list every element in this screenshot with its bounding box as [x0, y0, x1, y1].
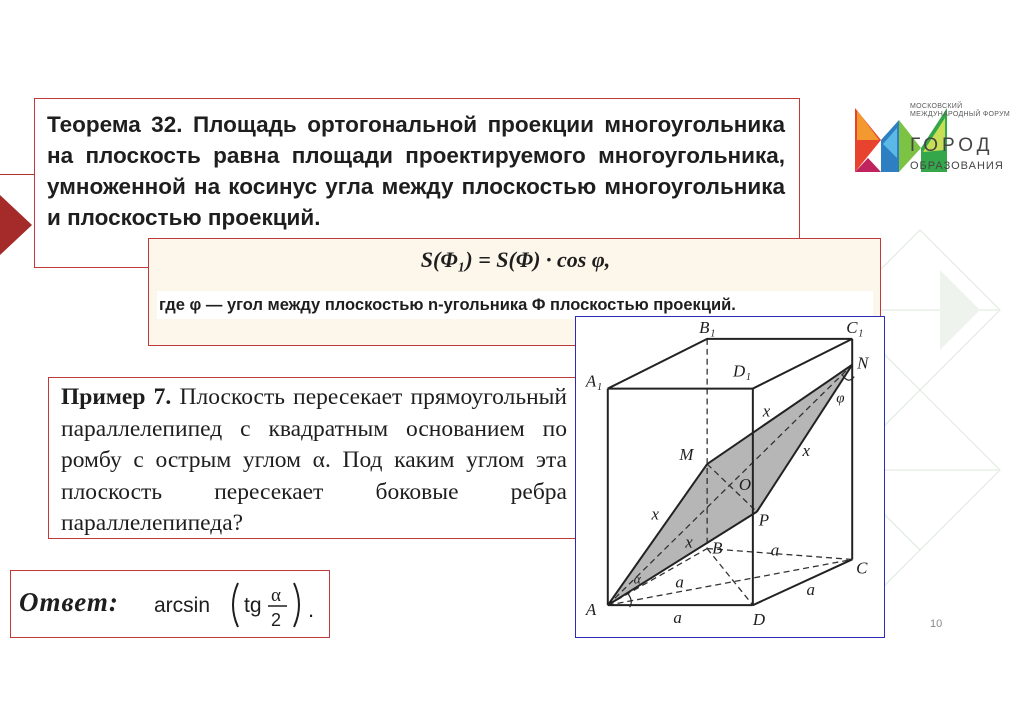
example-heading: Пример 7.	[61, 384, 172, 410]
left-accent-line	[0, 174, 38, 175]
label-a-right: a	[806, 580, 815, 600]
label-x-right: x	[802, 441, 811, 461]
answer-inner: tg	[244, 594, 262, 617]
label-C1: C₁	[846, 317, 864, 337]
theorem-text: Площадь ортогональной проекции многоугольника на плоскость равна площади проектируемого многоугольника, умноженной на косинус угла между плоскостью многоугольника и плоскостью проекций.	[47, 112, 785, 230]
label-x-left: x	[651, 504, 660, 524]
label-x-top: x	[762, 401, 771, 421]
label-a-top: a	[770, 540, 780, 560]
answer-func: arcsin	[154, 594, 211, 617]
right-paren	[294, 583, 299, 627]
example-text: Плоскость пересекает прямоугольный параллелепипед с квадратным основанием по ромбу с острым углом α. Под каким углом эта плоскость пересекает боковые ребра параллелепипеда?	[61, 384, 568, 536]
answer-expression	[154, 577, 326, 633]
formula-note: где φ — угол между плоскостью n-угольника Φ плоскостью проекций.	[157, 291, 873, 319]
answer-label: Ответ:	[19, 587, 119, 617]
label-P: P	[758, 510, 770, 530]
label-x-bottom: x	[685, 532, 693, 552]
left-paren	[233, 583, 238, 627]
example-box	[48, 377, 578, 539]
logo-subtitle: ОБРАЗОВАНИЯ	[910, 160, 1004, 172]
label-C: C	[856, 558, 868, 578]
theorem-heading: Теорема 32.	[47, 112, 183, 137]
answer-box	[10, 570, 330, 638]
logo-title: ГОРОД	[910, 135, 994, 156]
answer-numerator: α	[271, 585, 281, 606]
label-a-left: a	[675, 572, 684, 592]
logo-small-text: МОСКОВСКИЙ МЕЖДУНАРОДНЫЙ ФОРУМ	[910, 103, 1010, 118]
answer-denominator: 2	[271, 610, 282, 630]
label-D: D	[752, 610, 766, 630]
page-number: 10	[930, 618, 943, 630]
left-accent-triangle	[0, 195, 32, 255]
label-a-bottom: a	[673, 608, 682, 628]
label-A1: A₁	[585, 371, 603, 391]
label-N: N	[857, 353, 869, 373]
label-B: B	[712, 538, 723, 558]
label-alpha: α	[633, 572, 641, 588]
label-O: O	[738, 474, 752, 494]
label-A: A	[585, 600, 597, 620]
projection-formula: S(Φ₁) = S(Φ) · cos φ,	[420, 247, 611, 272]
label-M: M	[679, 445, 694, 465]
label-D1: D₁	[732, 361, 752, 381]
parallelepiped-figure	[575, 316, 885, 638]
label-phi: φ	[836, 390, 845, 407]
answer-end: .	[308, 597, 315, 622]
label-B1: B₁	[699, 317, 716, 337]
